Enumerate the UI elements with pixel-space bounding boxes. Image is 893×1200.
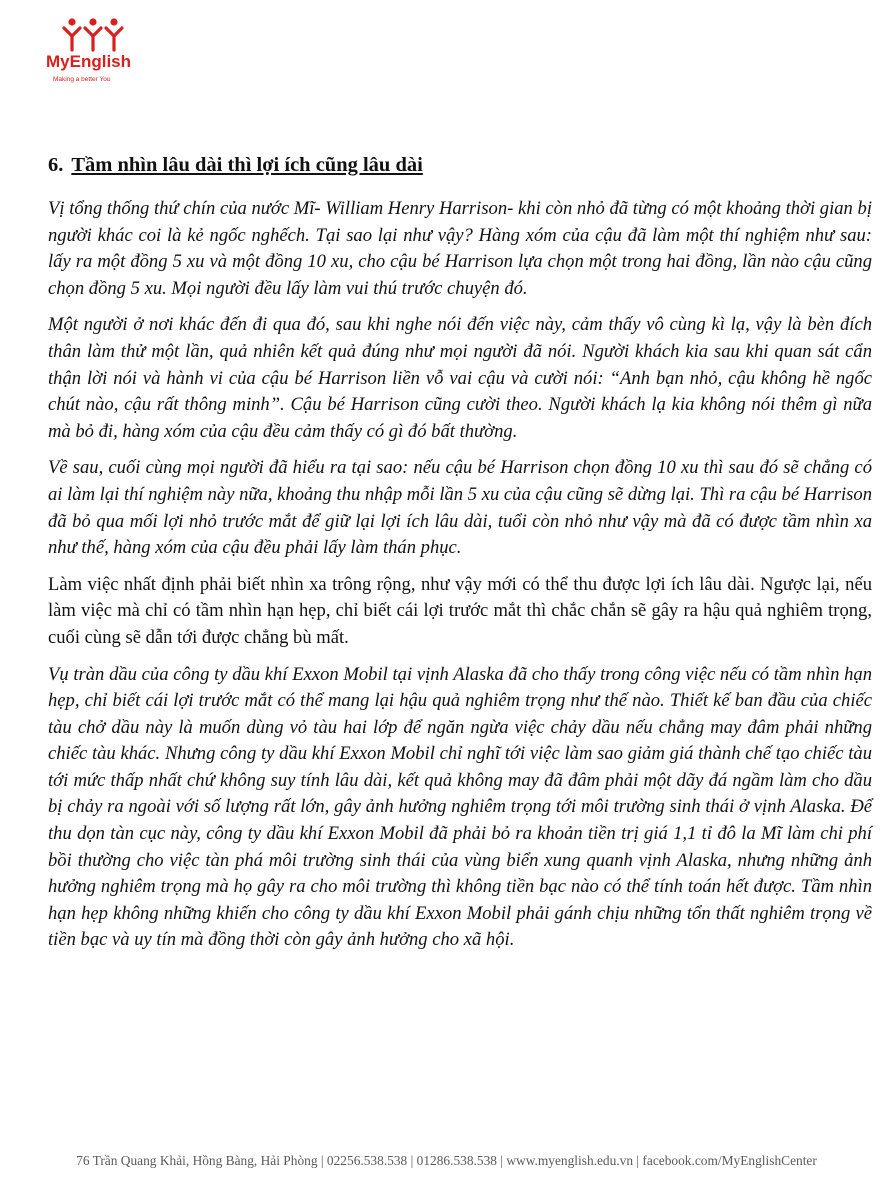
section-title: Tầm nhìn lâu dài thì lợi ích cũng lâu dài [71,154,423,176]
myenglish-logo [46,16,150,98]
section-number: 6. [48,154,64,176]
paragraph: Vị tổng thống thứ chín của nước Mĩ- William Henry Harrison- khi còn nhỏ đã từng có một khoảng thời gian bị người khác coi là kẻ ngốc nghếch. Tại sao lại như vậy? Hàng xóm của cậu đã làm một thí nghiệm như sau: lấy ra một đồng 5 xu và một đồng 10 xu, cho cậu bé Harrison lựa chọn một trong hai đồng, lần nào cậu cũng chọn đồng 5 xu. Mọi người đều lấy làm vui thú trước chuyện đó. [48,198,872,299]
page-footer: 76 Trần Quang Khải, Hồng Bàng, Hải Phòng | 02256.538.538 | 01286.538.538 | www.myenglish.edu.vn | facebook.com/MyEnglishCenter [76,1153,817,1168]
article-body [48,196,872,964]
paragraph: Làm việc nhất định phải biết nhìn xa trông rộng, như vậy mới có thể thu được lợi ích lâu dài. Ngược lại, nếu làm việc mà chỉ có tầm nhìn hạn hẹp, chỉ biết cái lợi trước mắt thì chắc chắn sẽ gây ra hậu quả nghiêm trọng, cuối cùng sẽ dẫn tới được chẳng bù mất. [48,573,872,648]
section-heading [48,154,423,177]
paragraph: Một người ở nơi khác đến đi qua đó, sau khi nghe nói đến việc này, cảm thấy vô cùng kì lạ, vậy là bèn đích thân làm thử một lần, quả nhiên kết quả đúng như mọi người đã nói. Người khách kia sau khi quan sát cẩn thận lời nói và hành vi của cậu bé Harrison liền vỗ vai cậu và cười nói: “Anh bạn nhỏ, cậu không hề ngốc chút nào, cậu rất thông minh”. Cậu bé Harrison cũng cười theo. Người khách lạ kia không nói thêm gì nữa mà bỏ đi, hàng xóm của cậu đều cảm thấy có gì đó bất thường. [48,314,872,442]
paragraph: Về sau, cuối cùng mọi người đã hiểu ra tại sao: nếu cậu bé Harrison chọn đồng 10 xu thì sau đó sẽ chẳng có ai làm lại thí nghiệm này nữa, khoảng thu nhập mỗi lần 5 xu của cậu cũng sẽ dừng lại. Thì ra cậu bé Harrison đã bỏ qua mối lợi nhỏ trước mắt để giữ lại lợi ích lâu dài, tuổi còn nhỏ như vậy mà đã có được tầm nhìn xa như thế, hàng xóm của cậu đều phải lấy làm thán phục. [48,457,872,559]
paragraph: Vụ tràn dầu của công ty dầu khí Exxon Mobil tại vịnh Alaska đã cho thấy trong công việc nếu có tầm nhìn hạn hẹp, chỉ biết cái lợi trước mắt có thể mang lại hậu quả nghiêm trọng như thế nào. Thiết kế ban đầu của chiếc tàu chở dầu này là muốn dùng vỏ tàu hai lớp để ngăn ngừa việc chảy dầu nếu chẳng may đâm phải những chiếc tàu khác. Nhưng công ty dầu khí Exxon Mobil chỉ nghĩ tới việc làm sao giảm giá thành chế tạo chiếc tàu tới mức thấp nhất chứ không suy tính lâu dài, kết quả không may đã đâm phải một dãy đá ngầm làm cho dầu bị chảy ra ngoài với số lượng rất lớn, gây ảnh hưởng nghiêm trọng tới môi trường sinh thái ở vịnh Alaska. Để thu dọn tàn cục này, công ty dầu khí Exxon Mobil đã phải bỏ ra khoản tiền trị giá 1,1 tỉ đô la Mĩ làm chi phí bồi thường cho việc tàn phá môi trường sinh thái của vùng biển xung quanh vịnh Alaska, nhưng những ảnh hưởng nghiêm trọng mà họ gây ra cho môi trường thì không tiền bạc nào có thể tính toán hết được. Tầm nhìn hạn hẹp không những khiến cho công ty dầu khí Exxon Mobil phải gánh chịu những tổn thất nghiêm trọng về tiền bạc và uy tín mà đồng thời còn gây ảnh hưởng cho xã hội. [48,663,872,951]
brand-tagline: Making a better You [53,76,111,83]
people-figures-icon [62,16,124,52]
brand-name: MyEnglish [46,52,132,71]
